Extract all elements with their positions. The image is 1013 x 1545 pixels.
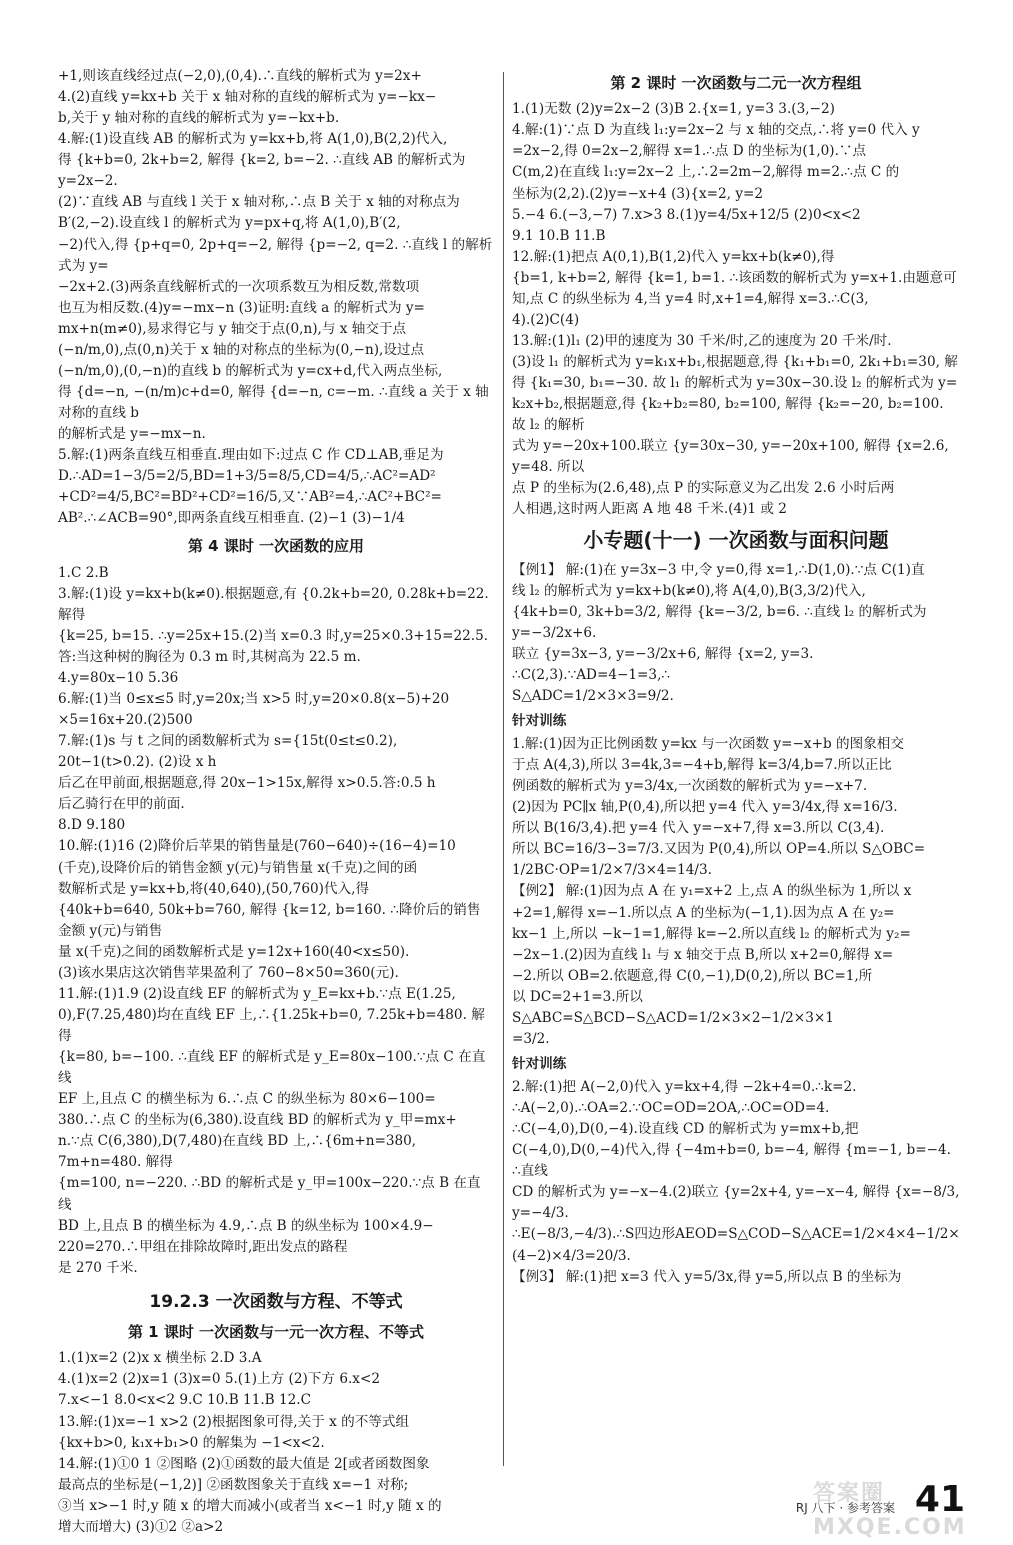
answer-line: 1.(1)x=2 (2)x x 横坐标 2.D 3.A bbox=[58, 1350, 262, 1367]
answer-line: (4−2)×4/3=20/3. bbox=[512, 1247, 631, 1264]
answer-line: 后乙骑行在甲的前面. bbox=[58, 796, 185, 813]
answer-line: 例函数的解析式为 y=3/4x,一次函数的解析式为 y=−x+7. bbox=[512, 778, 868, 795]
answer-line: 于点 A(4,3),所以 3=4k,3=−4+b,解得 k=3/4,b=7.所以正比 bbox=[512, 757, 892, 774]
answer-line: S△ADC=1/2×3×3=9/2. bbox=[512, 687, 674, 704]
answer-line: 增大而增大) (3)①2 ②a>2 bbox=[58, 1518, 224, 1535]
answer-line: ∴A(−2,0).∴OA=2.∵OC=OD=2OA,∴OC=OD=4. bbox=[512, 1100, 830, 1117]
answer-line: k₂x+b₂,根据题意,得 {k₂+b₂=80, b₂=100, 解得 {k₂=−20, b₂=100. 故 l₂ 的解析 bbox=[512, 396, 948, 434]
answer-line: 的解析式是 y=−mx−n. bbox=[58, 426, 206, 443]
answer-line: +2=1,解得 x=−1.所以点 A 的坐标为(−1,1).因为点 A 在 y₂= bbox=[512, 904, 895, 921]
answer-line: 得 {k+b=0, 2k+b=2, 解得 {k=2, b=−2. ∴直线 AB 的解析式为 y=2x−2. bbox=[58, 152, 470, 190]
answer-line: 10.解:(1)16 (2)降价后苹果的销售量是(760−640)÷(16−4)=10 bbox=[58, 838, 456, 855]
answer-line: C(−4,0),D(0,−4)代入,得 {−4m+b=0, b=−4, 解得 {m=−1, b=−4. ∴直线 bbox=[512, 1142, 956, 1180]
answer-line: −2x+2.(3)两条直线解析式的一次项系数互为相反数,常数项 bbox=[58, 278, 420, 295]
answer-line: −2)代入,得 {p+q=0, 2p+q=−2, 解得 {p=−2, q=2. ∴直线 l 的解析式为 y= bbox=[58, 236, 493, 274]
answer-line: 4.(2)直线 y=kx+b 关于 x 轴对称的直线的解析式为 y=−kx− bbox=[58, 89, 437, 106]
answer-line: {40k+b=640, 50k+b=760, 解得 {k=12, b=160. ∴降价后的销售金额 y(元)与销售 bbox=[58, 901, 481, 939]
answer-line: 14.解:(1)①0 1 ②图略 (2)①函数的最大值是 2[或者函数图象 bbox=[58, 1455, 430, 1472]
answer-line: 380.∴点 C 的坐标为(6,380).设直线 BD 的解析式为 y_甲=mx+ bbox=[58, 1112, 457, 1129]
answer-line: 联立 {y=3x−3, y=−3/2x+6, 解得 {x=2, y=3. ∴C(2,3).∵AD=4−1=3,∴ bbox=[512, 645, 818, 683]
practice-heading: 针对训练 bbox=[512, 1055, 567, 1072]
answer-line: (2)∵直线 AB 与直线 l 关于 x 轴对称,∴点 B 关于 x 轴的对称点为 bbox=[58, 194, 460, 211]
answer-line: 点 P 的坐标为(2.6,48),点 P 的实际意义为乙出发 2.6 小时后两 bbox=[512, 480, 895, 497]
topic-heading: 小专题(十一) 一次函数与面积问题 bbox=[583, 527, 889, 552]
answer-line: 答:当这种树的胸径为 0.3 m 时,其树高为 22.5 m. bbox=[58, 648, 361, 665]
answer-line: 7.x<−1 8.0<x<2 9.C 10.B 11.B 12.C bbox=[58, 1392, 311, 1409]
answer-line: 12.解:(1)把点 A(0,1),B(1,2)代入 y=kx+b(k≠0),得 bbox=[512, 248, 835, 265]
answer-line: =2x−2,得 0=2x−2,解得 x=1.∴点 D 的坐标为(1,0).∵点 bbox=[512, 143, 867, 160]
answer-line: 是 270 千米. bbox=[58, 1259, 138, 1276]
answer-line: 4.(1)x=2 (2)x=1 (3)x=0 5.(1)上方 (2)下方 6.x<2 bbox=[58, 1371, 380, 1388]
answer-line: 4.解:(1)∵点 D 为直线 l₁:y=2x−2 与 x 轴的交点,∴将 y=0 代入 y bbox=[512, 122, 920, 139]
answer-line: 3.解:(1)设 y=kx+b(k≠0).根据题意,有 {0.2k+b=20, 0.28k+b=22. 解得 bbox=[58, 585, 494, 623]
right-column bbox=[512, 66, 964, 1476]
answer-line: 4.y=80x−10 5.36 bbox=[58, 669, 179, 686]
answer-line: +1,则该直线经过点(−2,0),(0,4).∴直线的解析式为 y=2x+ bbox=[58, 68, 422, 84]
answer-line: D.∴AD=1−3/5=2/5,BD=1+3/5=8/5,CD=4/5,∴AC²=AD² bbox=[58, 468, 436, 485]
answer-line: 后乙在甲前面,根据题意,得 20x−1>15x,解得 x>0.5.答:0.5 h bbox=[58, 775, 436, 792]
answer-line: (3)该水果店这次销售苹果盈利了 760−8×50=360(元). bbox=[58, 964, 399, 981]
answer-line: kx−1 上,所以 −k−1=1,解得 k=−2.所以直线 l₂ 的解析式为 y₂= bbox=[512, 925, 911, 942]
answer-line: n.∵点 C(6,380),D(7,480)在直线 BD 上,∴{6m+n=380, 7m+n=480. 解得 bbox=[58, 1133, 421, 1171]
answer-line: 1/2BC·OP=1/2×7/3×4=14/3. bbox=[512, 862, 712, 879]
answer-line: {k=25, b=15. ∴y=25x+15.(2)当 x=0.3 时,y=25×0.3+15=22.5. bbox=[58, 627, 489, 644]
answer-line: 坐标为(2,2).(2)y=−x+4 (3){x=2, y=2 bbox=[512, 185, 764, 202]
answer-line: {m=100, n=−220. ∴BD 的解析式是 y_甲=100x−220.∵点 B 在直线 bbox=[58, 1175, 481, 1213]
answer-line: 得 {d=−n, −(n/m)c+d=0, 解得 {d=−n, c=−m. ∴直线 a 关于 x 轴对称的直线 b bbox=[58, 383, 489, 421]
answer-line: 1.C 2.B bbox=[58, 564, 109, 581]
answer-line: 知,点 C 的纵坐标为 4,当 y=4 时,x+1=4,解得 x=3.∴C(3, bbox=[512, 290, 869, 307]
answer-line: EF 上,且点 C 的横坐标为 6.∴点 C 的纵坐标为 80×6−100= bbox=[58, 1091, 436, 1108]
answer-line: B′(2,−2).设直线 l 的解析式为 y=px+q,将 A(1,0),B′(2, bbox=[58, 215, 401, 232]
answer-line: 0),F(7.25,480)均在直线 EF 上,∴{1.25k+b=0, 7.25k+b=480. 解得 bbox=[58, 1006, 485, 1044]
answer-line: −2.所以 OB=2.依题意,得 C(0,−1),D(0,2),所以 BC=1,所 bbox=[512, 967, 873, 984]
page-number: 41 bbox=[914, 1479, 965, 1521]
answer-line: (3)设 l₁ 的解析式为 y=k₁x+b₁,根据题意,得 {k₁+b₁=0, 2k₁+b₁=30, 解 bbox=[512, 354, 958, 370]
column-divider bbox=[503, 72, 504, 1466]
answer-line: =3/2. bbox=[512, 1030, 550, 1047]
answer-line: CD 的解析式为 y=−x−4.(2)联立 {y=2x+4, y=−x−4, 解得 {x=−8/3, y=−4/3. bbox=[512, 1184, 964, 1222]
answer-line: {kx+b>0, k₁x+b₁>0 的解集为 −1<x<2. bbox=[58, 1434, 325, 1451]
answer-line: +CD²=4/5,BC²=BD²+CD²=16/5,又∵AB²=4,∴AC²+BC²= bbox=[58, 489, 442, 506]
answer-line: AB².∴∠ACB=90°,即两条直线互相垂直. (2)−1 (3)−1/4 bbox=[58, 510, 405, 527]
practice-heading: 针对训练 bbox=[512, 712, 567, 729]
answer-line: 【例3】 解:(1)把 x=3 代入 y=5/3x,得 y=5,所以点 B 的坐标为 bbox=[512, 1268, 902, 1285]
answer-line: {b=1, k+b=2, 解得 {k=1, b=1. ∴该函数的解析式为 y=x+1.由题意可 bbox=[512, 269, 957, 286]
answer-line: 所以 B(16/3,4).把 y=4 代入 y=−x+7,得 x=3.所以 C(3,4). bbox=[512, 820, 885, 837]
answer-line: 1.解:(1)因为正比例函数 y=kx 与一次函数 y=−x+b 的图象相交 bbox=[512, 736, 904, 752]
left-column bbox=[58, 66, 494, 1535]
answer-line: 【例2】 解:(1)因为点 A 在 y₁=x+2 上,点 A 的纵坐标为 1,所以 x bbox=[512, 883, 912, 900]
answer-line: 4).(2)C(4) bbox=[512, 311, 580, 328]
answer-line: 线 l₂ 的解析式为 y=kx+b(k≠0),将 A(4,0),B(3,3/2)代入, bbox=[512, 582, 866, 599]
answer-line: (2)因为 PC∥x 轴,P(0,4),所以把 y=4 代入 y=3/4x,得 x=16/3. bbox=[512, 799, 898, 816]
watermark-stamp: 答案圈 MXQE.COM bbox=[813, 1480, 967, 1540]
lesson-heading: 第 4 课时 一次函数的应用 bbox=[187, 537, 365, 556]
answer-line: ③当 x>−1 时,y 随 x 的增大而减小(或者当 x<−1 时,y 随 x 的 bbox=[58, 1497, 442, 1514]
answer-line: {4k+b=0, 3k+b=3/2, 解得 {k=−3/2, b=6. ∴直线 l₂ 的解析式为 y=−3/2x+6. bbox=[512, 603, 931, 641]
answer-line: 5.−4 6.(−3,−7) 7.x>3 8.(1)y=4/5x+12/5 (2)0<x<2 bbox=[512, 206, 861, 223]
lesson-heading: 第 2 课时 一次函数与二元一次方程组 bbox=[610, 74, 862, 92]
answer-line: ×5=16x+20.(2)500 bbox=[58, 712, 193, 729]
answer-line: 13.解:(1)x=−1 x>2 (2)根据图象可得,关于 x 的不等式组 bbox=[58, 1413, 410, 1430]
answer-line: 13.解:(1)l₁ (2)甲的速度为 30 千米/时,乙的速度为 20 千米/时. bbox=[512, 332, 892, 349]
lesson-heading: 第 1 课时 一次函数与一元一次方程、不等式 bbox=[127, 1323, 425, 1342]
answer-line: 4.解:(1)设直线 AB 的解析式为 y=kx+b,将 A(1,0),B(2,2)代入, bbox=[58, 131, 448, 148]
answer-line: 所以 BC=16/3−3=7/3.又因为 P(0,4),所以 OP=4.所以 S△OBC= bbox=[512, 841, 926, 858]
footer-label: RJ 八下 · 参考答案 bbox=[795, 1501, 895, 1516]
answer-line: ∴E(−8/3,−4/3).∴S四边形AEOD=S△COD−S△ACE=1/2×4×4−1/2× bbox=[512, 1226, 960, 1243]
answer-line: 式为 y=−20x+100.联立 {y=30x−30, y=−20x+100, 解得 {x=2.6, y=48. 所以 bbox=[512, 438, 953, 476]
answer-line: 2.解:(1)把 A(−2,0)代入 y=kx+4,得 −2k+4=0.∴k=2. bbox=[512, 1079, 857, 1095]
answer-line: 数解析式是 y=kx+b,将(40,640),(50,760)代入,得 bbox=[58, 880, 370, 897]
answer-line: −2x−1.(2)因为直线 l₁ 与 x 轴交于点 B,所以 x+2=0,解得 x= bbox=[512, 946, 894, 963]
answer-line: 【例1】 解:(1)在 y=3x−3 中,令 y=0,得 x=1,∴D(1,0).∵点 C(1)直 bbox=[512, 561, 925, 578]
answer-line: (−n/m,0),(0,−n)的直线 b 的解析式为 y=cx+d,代入两点坐标, bbox=[58, 362, 443, 379]
answer-line: 8.D 9.180 bbox=[58, 817, 126, 834]
answer-line: 11.解:(1)1.9 (2)设直线 EF 的解析式为 y_E=kx+b.∵点 E(1.25, bbox=[58, 985, 456, 1002]
section-heading: 19.2.3 一次函数与方程、不等式 bbox=[149, 1291, 403, 1312]
answer-line: 5.解:(1)两条直线互相垂直.理由如下:过点 C 作 CD⊥AB,垂足为 bbox=[58, 447, 444, 464]
answer-line: 人相遇,这时两人距离 A 地 48 千米.(4)1 或 2 bbox=[512, 501, 787, 518]
answer-line: b,关于 y 轴对称的直线的解析式为 y=−kx+b. bbox=[58, 110, 340, 127]
answer-line: BD 上,且点 B 的横坐标为 4.9,∴点 B 的纵坐标为 100×4.9− bbox=[58, 1217, 434, 1234]
answer-line: 9.1 10.B 11.B bbox=[512, 227, 606, 244]
answer-line: 得 {k₁=30, b₁=−30. 故 l₁ 的解析式为 y=30x−30.设 l₂ 的解析式为 y= bbox=[512, 375, 958, 392]
answer-line: {k=80, b=−100. ∴直线 EF 的解析式是 y_E=80x−100.∵点 C 在直线 bbox=[58, 1049, 486, 1087]
answer-line: 7.解:(1)s 与 t 之间的函数解析式为 s={15t(0≤t≤0.2), 20t−1(t>0.2). (2)设 x h bbox=[58, 733, 402, 771]
answer-line: mx+n(m≠0),易求得它与 y 轴交于点(0,n),与 x 轴交于点 bbox=[58, 320, 407, 337]
answer-line: (千克),设降价后的销售金额 y(元)与销售量 x(千克)之间的函 bbox=[58, 859, 418, 876]
answer-line: 也互为相反数.(4)y=−mx−n (3)证明:直线 a 的解析式为 y= bbox=[58, 299, 425, 316]
answer-line: 以 DC=2+1=3.所以 S△ABC=S△BCD−S△ACD=1/2×3×2−1/2×3×1 bbox=[512, 988, 834, 1026]
answer-line: 1.(1)无数 (2)y=2x−2 (3)B 2.{x=1, y=3 3.(3,−2) bbox=[512, 101, 835, 118]
answer-line: ∴C(−4,0),D(0,−4).设直线 CD 的解析式为 y=mx+b,把 bbox=[512, 1121, 859, 1138]
answer-line: 量 x(千克)之间的函数解析式是 y=12x+160(40<x≤50). bbox=[58, 943, 410, 960]
answer-line: C(m,2)在直线 l₁:y=2x−2 上,∴2=2m−2,解得 m=2.∴点 C 的 bbox=[512, 164, 900, 181]
answer-line: (−n/m,0),点(0,n)关于 x 轴的对称点的坐标为(0,−n),设过点 bbox=[58, 341, 425, 358]
answer-line: 最高点的坐标是(−1,2)] ②函数图象关于直线 x=−1 对称; bbox=[58, 1476, 409, 1493]
answer-line: 220=270.∴甲组在排除故障时,距出发点的路程 bbox=[58, 1238, 348, 1255]
answer-line: 6.解:(1)当 0≤x≤5 时,y=20x;当 x>5 时,y=20×0.8(x−5)+20 bbox=[58, 691, 450, 707]
